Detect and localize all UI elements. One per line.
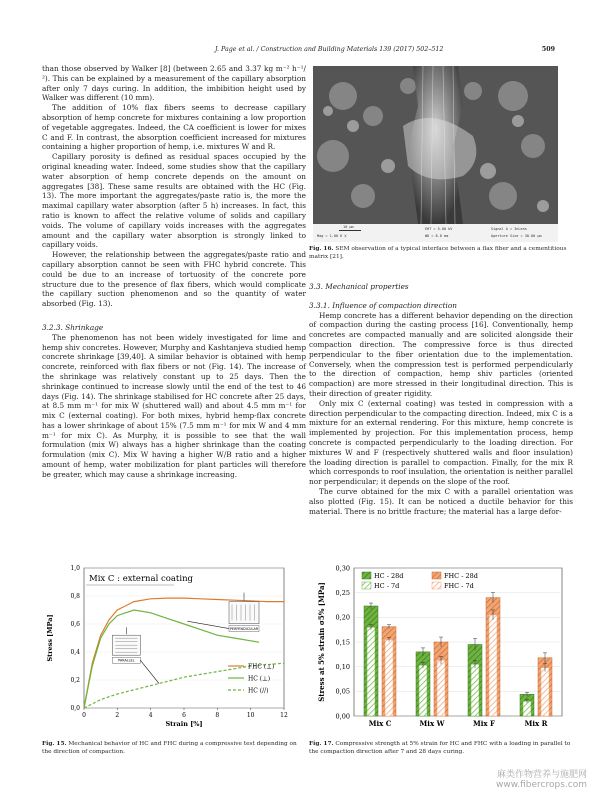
- x-tick-label: 0: [82, 712, 86, 719]
- legend-swatch: [362, 572, 371, 579]
- legend-label: HC - 28d: [374, 572, 404, 580]
- watermark-line2: www.fibercrops.com: [496, 780, 587, 790]
- annotation-perpendicular: PERPENDICULAR: [229, 627, 259, 632]
- bar: [367, 627, 375, 716]
- y-tick-label: 0,8: [70, 593, 80, 601]
- x-tick-label: 4: [148, 712, 153, 719]
- x-axis-label: Strain [%]: [165, 720, 203, 728]
- y-axis-label: Stress [MPa]: [46, 614, 54, 662]
- y-tick-label: 0,20: [335, 613, 350, 622]
- legend-label: FHC - 7d: [444, 582, 474, 590]
- legend-swatch: [432, 572, 441, 579]
- paragraph: Only mix C (external coating) was tested in compression with a direction perpendicular to the compacting direction. Indeed, mix C is a mixture for an external rendering. For this mixture, hemp concrete is implemented by projection. For this implementation process, hemp concrete is compacted perpendicularly to the loading direction. For mixtures W and F (respectively shuttered walls and floor insulation) the loading direction is parallel to compaction. Finally, for the mix R which corresponds to roof insulation, the orientation is neither parallel nor perpendicular; it depends on the slope of the roof.: [309, 398, 573, 487]
- fig17-text: Compressive strength at 5% strain for HC and FHC with a loading in parallel to the compaction direction after 7 and 28 days curing.: [309, 741, 571, 755]
- fig17-caption: [309, 741, 571, 756]
- y-tick-label: 0,30: [335, 564, 350, 573]
- fig16-text: SEM observation of a typical interface between a flax fiber and a cementitious matrix [21].: [309, 246, 567, 260]
- paragraph: The addition of 10% flax fibers seems to decrease capillary absorption of hemp concrete for mixtures containing a low proportion of vegetable aggregates. Indeed, the CA coefficient is lower for mixes C and F. In contrast, the absorption coefficient increased for mixtures containing a higher proportion of hemp, i.e. mixtures W and R.: [42, 103, 306, 152]
- y-tick-label: 0,00: [335, 712, 350, 721]
- page-number: 509: [541, 46, 555, 53]
- bar: [419, 665, 427, 716]
- legend-label: HC (//): [248, 687, 269, 695]
- paragraph: Hemp concrete has a different behavior depending on the direction of compaction during the casting process [16]. Conventionally, hemp concretes are compacted manually and are solicited alongside their compaction direction. The compressive force is thus directed perpendicular to the fiber orientation due to the implementation. Conversely, when the compression test is performed perpendicularly to the direction of compaction, hemp shiv particles (oriented compaction) are more stressed in their longitudinal direction. This is their direction of greater rigidity.: [309, 310, 573, 398]
- y-tick-label: 1,0: [70, 565, 80, 573]
- y-tick-label: 0,05: [335, 687, 350, 696]
- right-column: [309, 282, 573, 516]
- x-tick-label: Mix F: [473, 719, 495, 728]
- subsection-heading-compaction: 3.3.1. Influence of compaction direction: [309, 300, 457, 310]
- sem-wd: WD = 8.8 mm: [425, 234, 449, 238]
- paragraph: Capillary porosity is defined as residual spaces occupied by the original kneading water. Indeed, some studies show that the capillary water absorption of hemp concrete depends on the amount on aggregates [38]. These same results are obtained with the HC (Fig. 13). The more important the aggregates/paste ratio is, the more the maximal capillary water absorption (after 5 h) increases. In fact, this ratio is known to affect the relative volume of solids and capillary voids. The volume of capillary voids increases with the aggregates amount and the capillary water absorption is strongly linked to capillary voids.: [42, 152, 306, 250]
- y-tick-label: 0,10: [335, 663, 350, 672]
- x-tick-label: 2: [115, 712, 120, 719]
- bar: [523, 701, 531, 716]
- bar: [489, 615, 497, 716]
- y-tick-label: 0,0: [70, 705, 80, 713]
- chart-title: Mix C : external coating: [89, 574, 193, 584]
- sem-aperture: Aperture Size = 30.00 µm: [491, 234, 542, 238]
- fig15-caption: [42, 741, 298, 756]
- section-heading-mechanical: 3.3. Mechanical properties: [309, 282, 409, 291]
- y-tick-label: 0,15: [335, 638, 350, 647]
- legend-swatch: [362, 582, 371, 589]
- sem-mag: Mag = 1.00 K X: [317, 234, 347, 238]
- sem-micrograph: [313, 66, 558, 242]
- paragraph: The curve obtained for the mix C with a parallel orientation was also plotted (Fig. 15). It can be noticed a ductile behavior for this material. There is no brittle fracture; the material has a large defor-: [309, 486, 573, 516]
- x-tick-label: 12: [280, 712, 288, 719]
- bar: [437, 660, 445, 716]
- sem-signal: Signal A = InLens: [491, 227, 527, 231]
- running-header: [0, 46, 595, 58]
- fig15-label: Fig. 15.: [42, 741, 67, 747]
- legend-swatch: [432, 582, 441, 589]
- watermark-line1: 麻类作物营养与施肥网: [496, 770, 587, 780]
- x-tick-label: Mix W: [419, 719, 445, 728]
- legend-label: HC (⊥): [248, 675, 271, 683]
- y-tick-label: 0,4: [70, 649, 80, 657]
- journal-citation: J. Page et al. / Construction and Building Materials 139 (2017) 502–512: [215, 46, 444, 53]
- sem-eht: EHT = 5.00 kV: [425, 227, 453, 231]
- y-tick-label: 0,2: [70, 677, 80, 685]
- x-tick-label: 10: [246, 712, 255, 719]
- watermark: [496, 770, 587, 790]
- fig17-label: Fig. 17.: [309, 741, 334, 747]
- y-axis-label: Stress at 5% strain σ5% [MPa]: [317, 582, 326, 702]
- sem-info-bar: [313, 224, 558, 242]
- paragraph: However, the relationship between the aggregates/paste ratio and capillary absorption cannot be seen with FHC hybrid concrete. This could be due to an increase of tortuosity of the concrete pore structure due to the presence of flax fibers, which would complicate the capillary suction phenomenon and so the quantity of water absorbed (Fig. 13).: [42, 250, 306, 309]
- y-tick-label: 0,6: [70, 621, 80, 629]
- scale-bar-label: 10 µm: [343, 225, 354, 229]
- paragraph: The phenomenon has not been widely investigated for lime and hemp shiv concretes. However, Murphy and Kashtanjeva studied hemp concrete shrinkage [39,40]. A similar behavior is obtained with hemp concrete, reinforced with flax fibers or not (Fig. 14). The increase of the shrinkage was relatively constant up to 25 days. Then the shrinkage continued to increase slowly until the end of the test to 46 days (Fig. 14). The shrinkage stabilised for HC concrete after 25 days, at 8.5 mm m⁻¹ for mix W (shuttered wall) and about 4.5 mm m⁻¹ for mix C (external coating). For both mixes, hybrid hemp-flax concrete has a lower shrinkage of about 15% (7.5 mm m⁻¹ for mix W and 4 mm m⁻¹ for mix C). As Murphy, it is possible to see that the wall formulation (mix W) always has a higher shrinkage than the coating formulation (mix C). Mix W having a higher W/B ratio and a higher amount of hemp, water mobilization for plant particles will therefore be greater, which may cause a shrinkage increasing.: [42, 332, 306, 479]
- paragraph: than those observed by Walker [8] (between 2.65 and 3.37 kg m⁻² h⁻¹/²). This can be explained by a measurement of the capillary absorption after only 7 days curing. In addition, the imbibition height used by Walker was different (10 mm).: [42, 64, 306, 103]
- bar: [385, 640, 393, 716]
- bar: [471, 664, 479, 716]
- fig15-text: Mechanical behavior of HC and FHC during a compressive test depending on the direction of compaction.: [42, 741, 297, 755]
- scale-bar: [339, 230, 361, 231]
- y-tick-label: 0,25: [335, 589, 350, 598]
- fig16-label: Fig. 16.: [309, 246, 334, 252]
- annotation-parallel: PARALLEL: [118, 658, 135, 663]
- sem-texture: [313, 66, 558, 224]
- legend-label: FHC (⊥): [248, 663, 275, 671]
- fig16-caption: [309, 246, 571, 261]
- fig17-bar-chart: [310, 558, 570, 736]
- x-tick-label: 6: [182, 712, 186, 719]
- left-column: [42, 64, 306, 480]
- bar: [541, 668, 549, 716]
- legend-label: HC - 7d: [374, 582, 400, 590]
- x-tick-label: 8: [215, 712, 220, 719]
- x-tick-label: Mix R: [524, 719, 548, 728]
- x-tick-label: Mix C: [368, 719, 392, 728]
- legend-label: FHC - 28d: [444, 572, 478, 580]
- section-heading-shrinkage: 3.2.3. Shrinkage: [42, 322, 104, 332]
- fig15-stress-strain-chart: [40, 558, 295, 736]
